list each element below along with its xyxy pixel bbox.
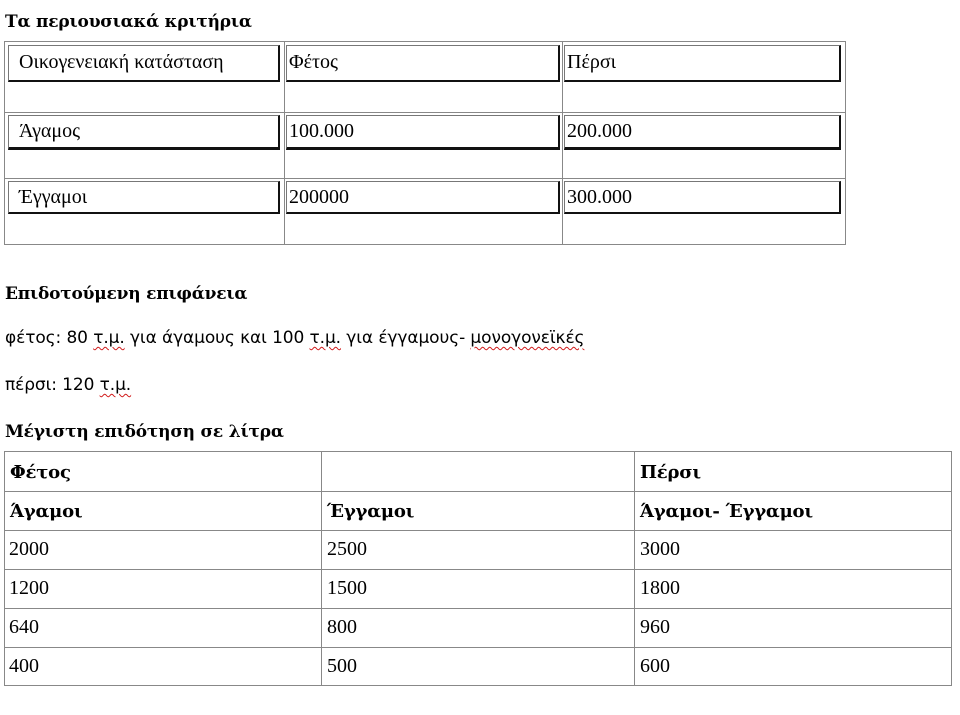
area-this-year-text: [5, 328, 584, 348]
area-last-year-label: πέρσι: 120: [5, 375, 100, 395]
unit-sqm: τ.μ.: [93, 328, 125, 348]
sub-header-single-married: Άγαμοι- Έγγαμοι: [640, 501, 813, 522]
row-label-married: Έγγαμοι: [8, 181, 280, 214]
group-header-last-year: Πέρσι: [640, 462, 701, 483]
area-last-year-text: [5, 375, 131, 395]
table-cell: 500: [327, 655, 357, 677]
table-cell: 3000: [640, 538, 680, 560]
table-cell: 800: [327, 616, 357, 638]
table-cell: 2500: [327, 538, 367, 560]
subsidy-heading: Μέγιστη επιδότηση σε λίτρα: [5, 422, 284, 442]
table-cell: 1500: [327, 577, 367, 599]
assets-heading: Τα περιουσιακά κριτήρια: [5, 12, 252, 32]
table-cell: 1800: [640, 577, 680, 599]
cell-married-this-year: 200000: [286, 181, 560, 214]
subsidy-table: [4, 451, 952, 686]
table-cell: 400: [9, 655, 39, 677]
assets-table: [4, 41, 846, 245]
table-cell: 640: [9, 616, 39, 638]
area-this-year-mid: για άγαμους και 100: [124, 328, 310, 348]
unit-sqm: τ.μ.: [309, 328, 341, 348]
table-cell: 600: [640, 655, 670, 677]
cell-married-last-year: 300.000: [564, 181, 841, 214]
group-header-this-year: Φέτος: [10, 462, 71, 483]
table-cell: 2000: [9, 538, 49, 560]
unit-sqm: τ.μ.: [99, 375, 132, 395]
cell-single-last-year: 200.000: [564, 115, 841, 150]
sub-header-married: Έγγαμοι: [327, 501, 415, 522]
table-cell: 960: [640, 616, 670, 638]
header-cell-this-year: Φέτος: [286, 45, 560, 82]
area-this-year-tail: για έγγαμους-: [341, 328, 471, 348]
area-this-year-label: φέτος: 80: [5, 328, 94, 348]
header-cell-last-year: Πέρσι: [564, 45, 841, 82]
cell-single-this-year: 100.000: [286, 115, 560, 150]
area-heading: Επιδοτούμενη επιφάνεια: [5, 284, 248, 304]
header-cell-family-status: Οικογενειακή κατάσταση: [8, 45, 280, 82]
table-cell: 1200: [9, 577, 49, 599]
row-label-single: Άγαμος: [8, 115, 280, 150]
single-parent-word: μονογονεϊκές: [470, 328, 585, 348]
sub-header-single: Άγαμοι: [10, 501, 83, 522]
